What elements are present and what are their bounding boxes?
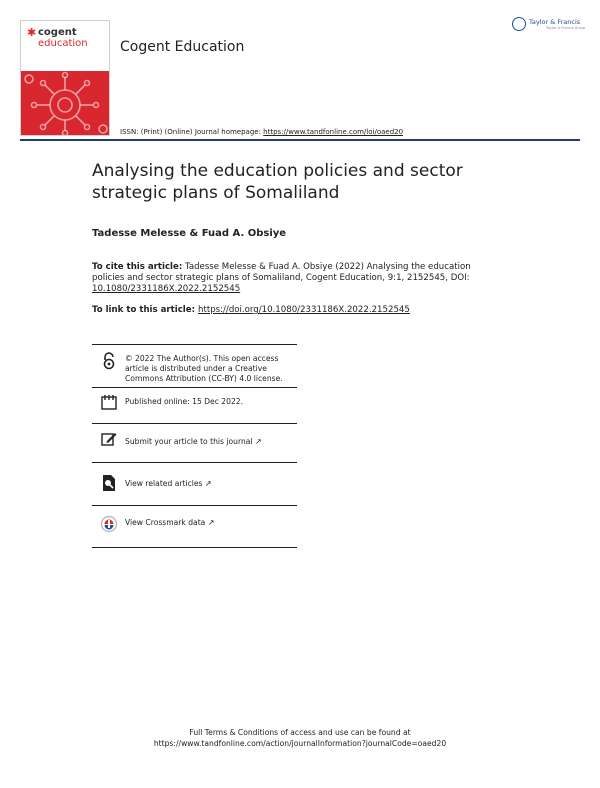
crossmark-link[interactable] [125, 518, 214, 528]
header-divider [20, 139, 580, 141]
related-articles-link[interactable] [125, 479, 212, 489]
cover-art [21, 71, 110, 136]
open-access-icon [100, 352, 118, 370]
publisher-name: Taylor & Francis [529, 18, 581, 26]
calendar-icon [100, 393, 118, 411]
submit-edit-icon [100, 430, 118, 448]
footer-terms: Full Terms & Conditions of access and use can be found at [189, 728, 411, 737]
external-link-icon: ↗ [204, 479, 212, 488]
issn-line [120, 128, 403, 136]
link-label: To link to this article: [92, 305, 199, 315]
taylor-francis-logo-icon [512, 17, 526, 31]
cite-doi-link[interactable]: 10.1080/2331186X.2022.2152545 [92, 284, 241, 294]
journal-title: Cogent Education [120, 39, 245, 55]
external-link-icon: ↗ [207, 518, 215, 527]
article-authors: Tadesse Melesse & Fuad A. Obsiye [92, 228, 287, 239]
external-link-icon: ↗ [254, 437, 262, 446]
submit-article-label: Submit your article to this journal [125, 437, 253, 446]
published-date: Published online: 15 Dec 2022. [125, 397, 244, 406]
license-text: © 2022 The Author(s). This open access article is distributed under a Creative Commons Attribution (CC-BY) 4.0 license. [125, 354, 283, 383]
crossmark-label: View Crossmark data [125, 518, 206, 527]
cite-label: To cite this article: [92, 262, 183, 272]
cite-text: Tadesse Melesse & Fuad A. Obsiye (2022) Analysing the education policies and sector strategic plans of Somaliland, Cogent Education, 9:1, 2152545, DOI: [92, 262, 471, 283]
info-divider [92, 547, 297, 548]
virus-illustration-icon [21, 71, 110, 136]
cogent-star-icon: ✱ [27, 26, 37, 39]
info-divider [92, 505, 297, 506]
related-articles-icon [100, 474, 118, 492]
info-divider [92, 423, 297, 424]
citation-block [92, 262, 482, 295]
article-link-line [92, 305, 410, 315]
journal-homepage-link[interactable]: https://www.tandfonline.com/loi/oaed20 [263, 128, 404, 136]
publisher-logo[interactable] [512, 17, 586, 35]
submit-article-link[interactable] [125, 437, 262, 447]
related-articles-label: View related articles [125, 479, 203, 488]
cogent-logo [27, 28, 88, 49]
journal-cover [20, 20, 110, 136]
info-divider [92, 387, 297, 388]
footer-terms-link[interactable]: https://www.tandfonline.com/action/journalInformation?journalCode=oaed20 [153, 739, 447, 748]
logo-text-cogent: cogent [38, 27, 77, 38]
crossmark-icon [100, 515, 118, 533]
logo-text-education: education [38, 38, 88, 49]
info-divider [92, 462, 297, 463]
article-doi-link[interactable]: https://doi.org/10.1080/2331186X.2022.2152545 [198, 305, 410, 315]
publisher-sub: Taylor & Francis Group [546, 26, 586, 30]
issn-prefix: ISSN: (Print) (Online) Journal homepage: [120, 128, 264, 136]
info-divider [92, 344, 297, 345]
article-title: Analysing the education policies and sector strategic plans of Somaliland [92, 161, 463, 203]
